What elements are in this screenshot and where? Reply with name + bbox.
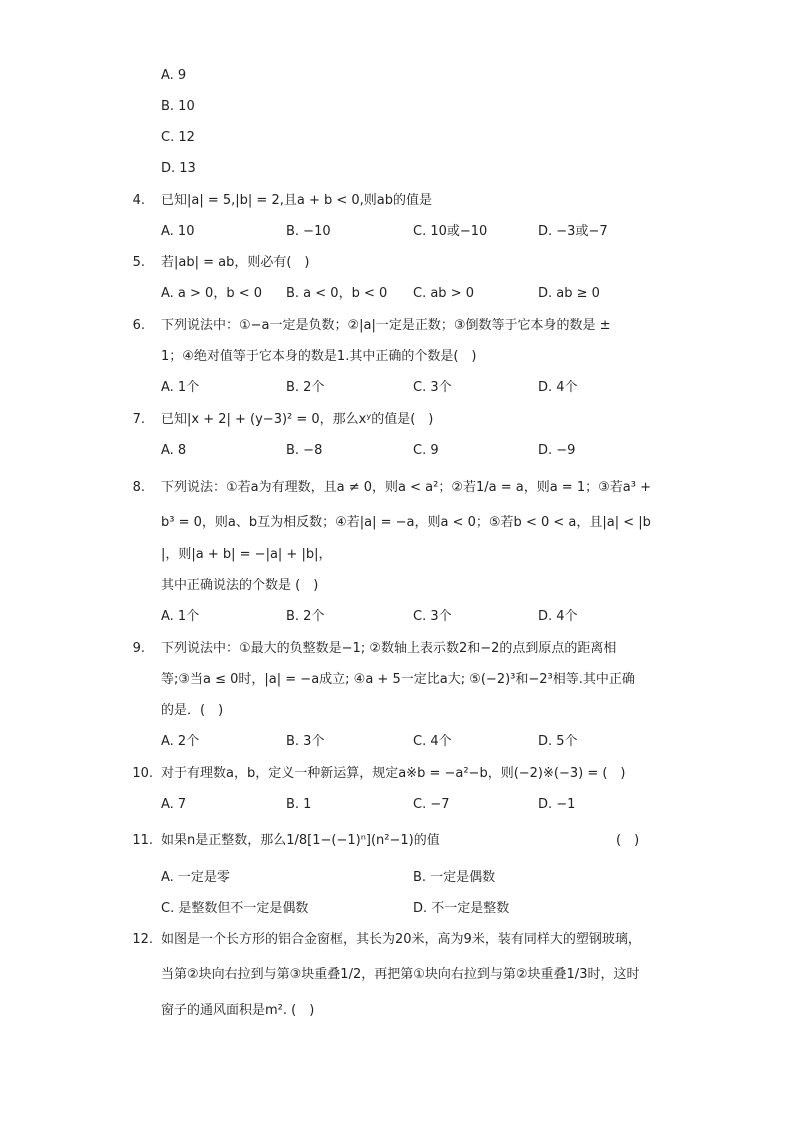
question-number: 11.: [132, 833, 153, 848]
question-stem: 下列说法：①若a为有理数，且a ≠ 0，则a < a²；②若1/a = a，则a = 1；③若a³ +: [161, 480, 651, 495]
option-d: D. 不一定是整数: [413, 901, 510, 916]
question-stem: 当第②块向右拉到与第③块重叠1/2，再把第①块向右拉到与第②块重叠1/3时，这时: [161, 967, 640, 982]
option-d: D. 4个: [538, 380, 578, 395]
question-number: 5.: [132, 255, 145, 270]
option-b: B. 1: [286, 797, 312, 812]
option-a: A. 1个: [161, 609, 200, 624]
option-d: D. ab ≥ 0: [538, 286, 600, 301]
question-number: 9.: [132, 641, 145, 656]
question-number: 10.: [132, 766, 153, 781]
option-c: C. 是整数但不一定是偶数: [161, 901, 309, 916]
question-stem: 下列说法中：①−a一定是负数；②|a|一定是正数；③倒数等于它本身的数是 ±: [161, 318, 611, 333]
option-d: D. 13: [161, 161, 196, 176]
question-stem: 的是．( ): [161, 703, 224, 718]
question-stem: 如果n是正整数，那么1/8[1−(−1)ⁿ](n²−1)的值: [161, 833, 440, 848]
question-stem: 窗子的通风面积是m². ( ): [161, 1003, 315, 1018]
question-number: 4.: [132, 193, 145, 208]
option-a: A. 一定是零: [161, 870, 230, 885]
option-c: C. 4个: [413, 734, 452, 749]
question-stem: |，则|a + b| = −|a| + |b|，: [161, 547, 332, 562]
option-a: A. a > 0，b < 0: [161, 286, 263, 301]
option-a: A. 8: [161, 443, 187, 458]
option-b: B. 一定是偶数: [413, 870, 496, 885]
option-d: D. 4个: [538, 609, 578, 624]
option-c: C. 12: [161, 130, 195, 145]
option-c: C. 3个: [413, 609, 452, 624]
option-a: A. 10: [161, 224, 195, 239]
option-b: B. 2个: [286, 380, 325, 395]
option-a: A. 9: [161, 68, 187, 83]
option-a: A. 1个: [161, 380, 200, 395]
option-c: C. ab > 0: [413, 286, 474, 301]
question-number: 12.: [132, 932, 153, 947]
option-b: B. 10: [161, 99, 195, 114]
option-d: D. −3或−7: [538, 224, 608, 239]
question-stem: 已知|x + 2| + (y−3)² = 0，那么xʸ的值是( ): [161, 412, 434, 427]
question-number: 8.: [132, 480, 145, 495]
question-stem: 若|ab| = ab，则必有( ): [161, 255, 310, 270]
question-stem: b³ = 0，则a、b互为相反数；④若|a| = −a，则a < 0；⑤若b < 0 < a，且|a| < |b: [161, 515, 651, 530]
option-b: B. −8: [286, 443, 323, 458]
option-b: B. a < 0，b < 0: [286, 286, 388, 301]
option-c: C. 3个: [413, 380, 452, 395]
option-b: B. 2个: [286, 609, 325, 624]
question-stem: 下列说法中：①最大的负整数是−1; ②数轴上表示数2和−2的点到原点的距离相: [161, 641, 617, 656]
question-stem: 其中正确说法的个数是 ( ): [161, 578, 319, 593]
option-b: B. −10: [286, 224, 331, 239]
option-a: A. 2个: [161, 734, 200, 749]
option-c: C. −7: [413, 797, 450, 812]
answer-paren: ( ): [616, 833, 640, 848]
question-number: 6.: [132, 318, 145, 333]
option-c: C. 9: [413, 443, 439, 458]
option-b: B. 3个: [286, 734, 325, 749]
option-d: D. −1: [538, 797, 576, 812]
question-stem: 如图是一个长方形的铝合金窗框，其长为20米，高为9米，装有同样大的塑钢玻璃，: [161, 932, 641, 947]
question-stem: 1；④绝对值等于它本身的数是1.其中正确的个数是( ): [161, 349, 477, 364]
option-d: D. 5个: [538, 734, 578, 749]
option-c: C. 10或−10: [413, 224, 488, 239]
question-stem: 等;③当a ≤ 0时，|a| = −a成立; ④a + 5一定比a大; ⑤(−2)³和−2³相等.其中正确: [161, 672, 635, 687]
question-number: 7.: [132, 412, 145, 427]
option-d: D. −9: [538, 443, 576, 458]
option-a: A. 7: [161, 797, 187, 812]
question-stem: 对于有理数a，b，定义一种新运算，规定a※b = −a²−b，则(−2)※(−3) = ( ): [161, 766, 626, 781]
question-stem: 已知|a| = 5,|b| = 2,且a + b < 0,则ab的值是: [161, 193, 433, 208]
